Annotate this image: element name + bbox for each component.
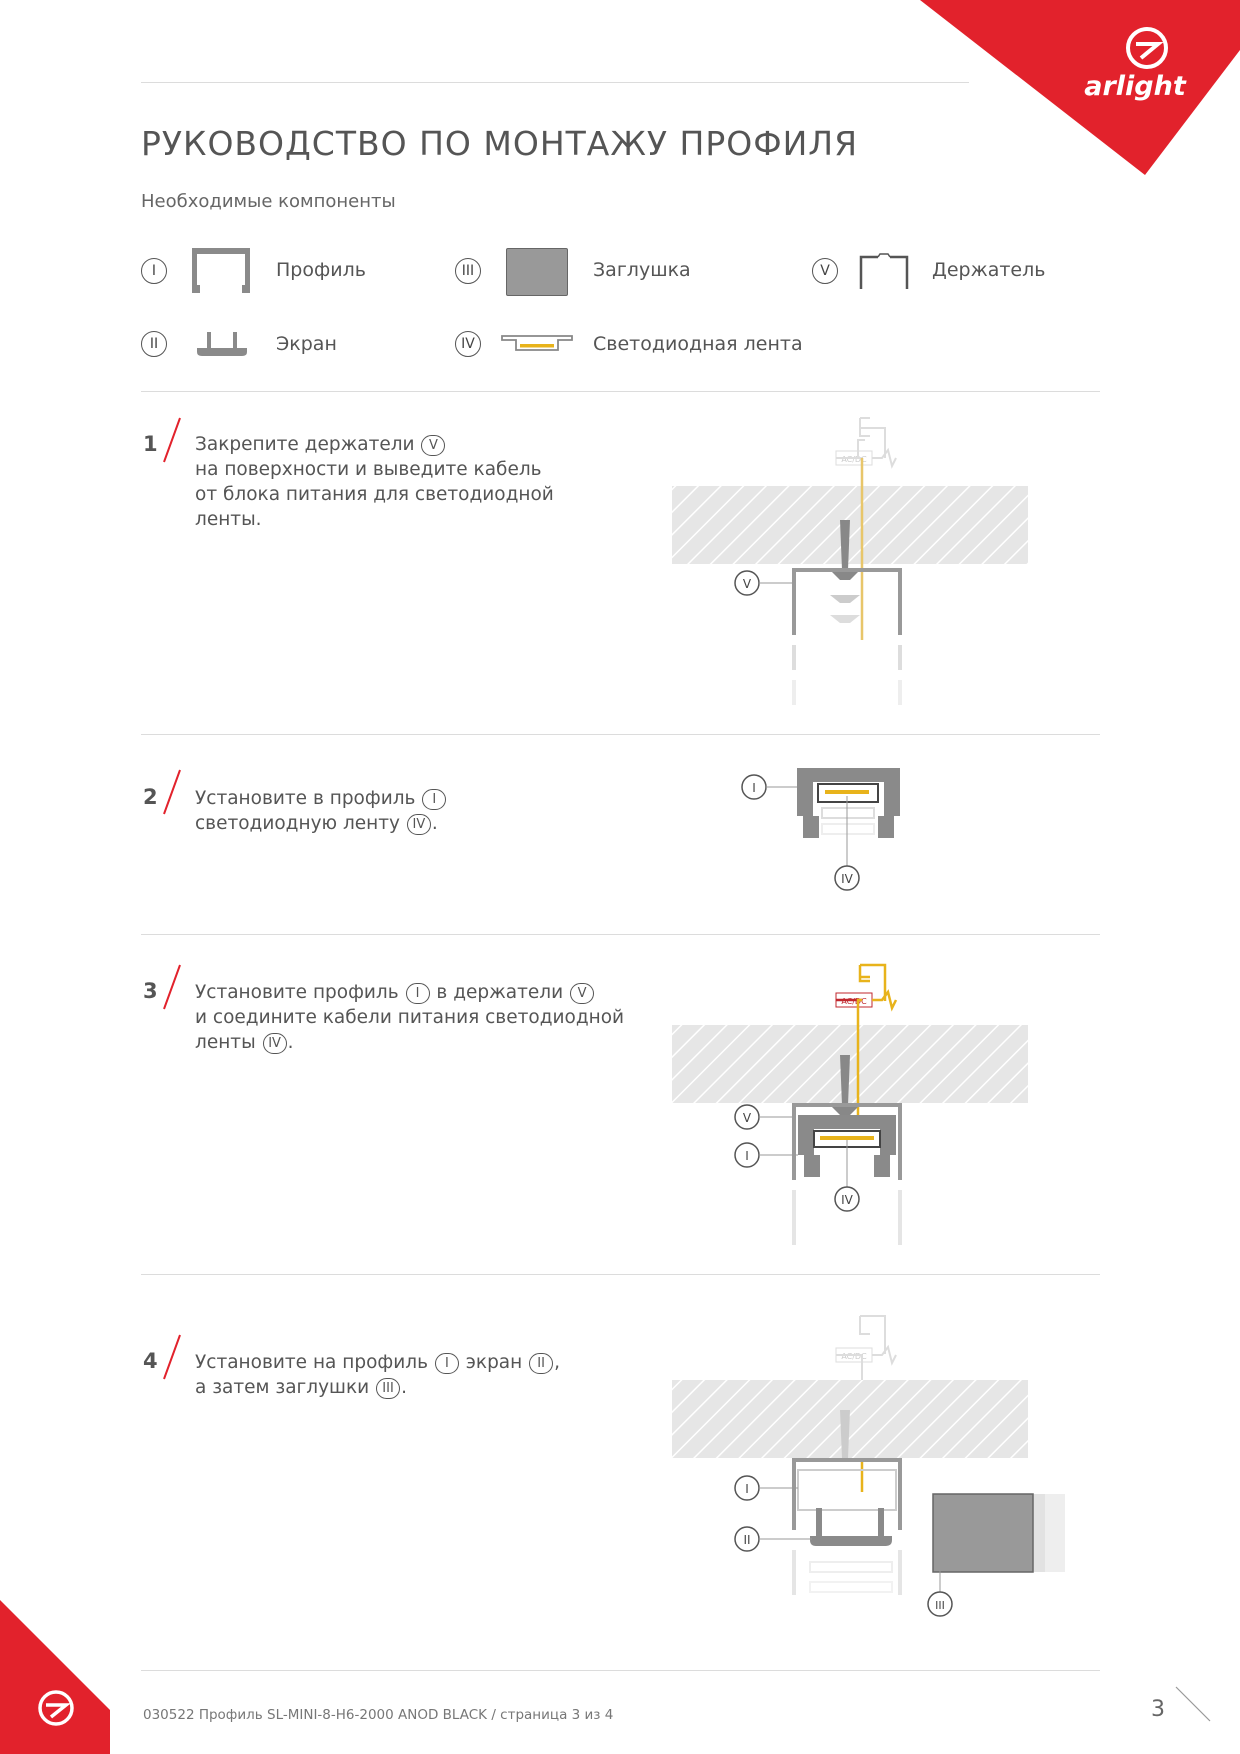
component-label-led: Светодиодная лента xyxy=(593,333,803,355)
svg-text:IV: IV xyxy=(841,1193,853,1207)
step-2-diagram xyxy=(730,760,930,900)
screen-icon xyxy=(194,328,250,358)
step-2-text: Установите в профиль I светодиодную ленту IV . xyxy=(195,786,615,836)
led-strip-icon xyxy=(500,333,574,357)
step-4-diagram xyxy=(660,1310,1100,1620)
numeral-II: II xyxy=(141,331,167,357)
step-1-diagram xyxy=(660,410,1040,710)
step-1-text: Закрепите держатели V на поверхности и выведите кабель от блока питания для светодиодной ленты. xyxy=(195,434,554,530)
svg-text:IV: IV xyxy=(841,872,853,886)
end-cap-icon xyxy=(506,248,568,296)
page-title: РУКОВОДСТВО ПО МОНТАЖУ ПРОФИЛЯ xyxy=(141,124,859,163)
brand-corner-bottom xyxy=(0,1600,120,1754)
numeral-III: III xyxy=(455,258,481,284)
svg-text:AC/DC: AC/DC xyxy=(841,1352,867,1361)
svg-text:II: II xyxy=(743,1533,751,1547)
step-4-text: Установите на профиль I экран II , а затем заглушки III . xyxy=(195,1352,561,1398)
svg-text:I: I xyxy=(745,1149,749,1163)
numeral-IV: IV xyxy=(455,331,481,357)
component-label-profile: Профиль xyxy=(276,259,366,281)
component-label-holder: Держатель xyxy=(932,259,1046,281)
holder-icon xyxy=(858,252,910,290)
svg-text:AC/DC: AC/DC xyxy=(841,997,867,1006)
step-2-slash xyxy=(160,768,184,816)
step-3-diagram xyxy=(660,955,1040,1255)
footer-text: 030522 Профиль SL-MINI-8-H6-2000 ANOD BLACK / страница 3 из 4 xyxy=(143,1707,614,1723)
svg-text:AC/DC: AC/DC xyxy=(841,455,867,464)
svg-text:I: I xyxy=(745,1482,749,1496)
svg-text:V: V xyxy=(742,577,752,591)
svg-text:III: III xyxy=(935,1599,945,1612)
step-3-text: Установите профиль I в держатели V и соедините кабели питания светодиодной ленты IV . xyxy=(195,982,625,1053)
brand-corner xyxy=(920,0,1240,175)
step-3-number: 3 xyxy=(143,979,158,1003)
step-1-number: 1 xyxy=(143,432,158,456)
numeral-V: V xyxy=(812,258,838,284)
logo-text: arlight xyxy=(1084,71,1186,102)
step-4-slash xyxy=(160,1333,184,1381)
step-4-number: 4 xyxy=(143,1349,158,1373)
page-number-slash xyxy=(1170,1685,1220,1725)
svg-text:V: V xyxy=(742,1111,752,1125)
svg-text:I: I xyxy=(752,781,756,795)
page-number: 3 xyxy=(1151,1697,1165,1722)
component-label-screen: Экран xyxy=(276,333,337,355)
numeral-I: I xyxy=(141,258,167,284)
profile-icon xyxy=(188,245,254,295)
component-label-endcap: Заглушка xyxy=(593,259,691,281)
step-3-slash xyxy=(160,963,184,1011)
step-2-number: 2 xyxy=(143,785,158,809)
step-1-slash xyxy=(160,416,184,464)
components-subtitle: Необходимые компоненты xyxy=(141,191,396,212)
